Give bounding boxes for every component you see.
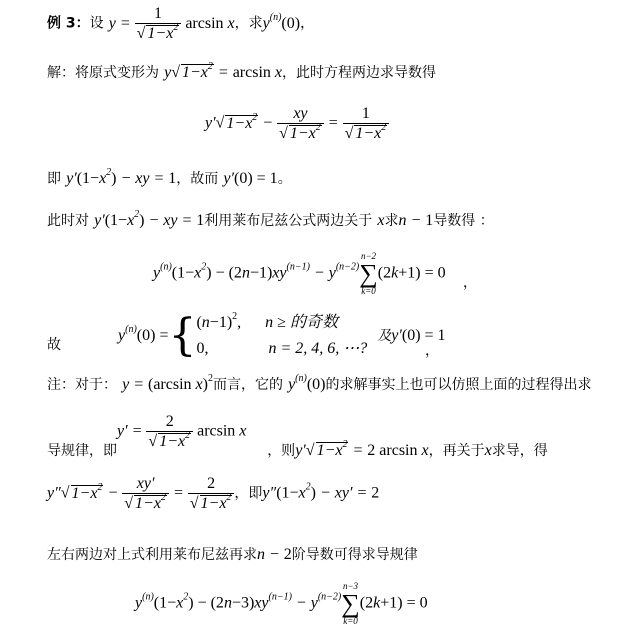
leibniz-line: 此时对 $y'(1-x^2)$ − xy = 1利用莱布尼兹公式两边关于 x求n − 1导数得 ： [47,209,494,229]
first-derivative-equation: y′√ $1-x^2$ − $\frac{xy}{√ 1-x^2}$ = $\frac{1}{√ 1-x^2}$ [205,106,389,142]
gu-label: 故 [47,337,61,353]
case-definition: $y^{(n)}(0)$ ={ $(n-1)^2$, n ≥ 的奇数 0, n = 2, 4, 6, ⋯? 及y′(0) = 1 [118,310,446,361]
example-text: 设 [89,15,104,32]
comma-2: ， [425,343,439,359]
note-formula: y = (arcsin x)$^2$ [122,373,213,393]
example-formula: y = $\frac{1}{√ 1-x^2}$ arcsin x [108,5,235,42]
leibniz-equation-1: $y^{(n)}(1-x^2) - (2n-1)xy^{(n-1)} - y^{(n-2)}$ n−2 ∑ k=0 (2k+1) = 0 [153,251,446,296]
simplified-equation: $y'(1-x^2)$ − xy = 1 [66,167,177,187]
case-even: n = 2, 4, 6, ⋯? [268,340,368,357]
comma-1: ， [463,275,477,291]
leibniz-equation-2: $y^{(n)}(1-x^2) - (2n-3)xy^{(n-1)} - y^{(n-2)}$ n−3 ∑ k=0 (2k+1) = 0 [135,581,428,626]
note-line: 注：对于： y = (arcsin x)$^2$而言，它的 $y^{(n)}(0)$的求解事实上也可以仿照上面的过程得出求 [47,373,592,393]
case-odd: n ≥ 的奇数 [265,314,338,331]
rule-equation: y′√ $1-x^2 = 2$ arcsin x [295,439,429,459]
nth-derivative-at-zero: $y^{(n)}(0)$ [262,11,301,32]
transformed-equation: y√ $1-x^2 = \arcsin x$ [164,61,282,81]
simplified-line: 即 $y'(1-x^2)$ − xy = 1，故而 y′(0) = 1。 [47,167,292,187]
final-rule-line: 左右两边对上式利用莱布尼兹再求n − 2阶导数可得求导规律 [47,546,418,563]
initial-value: y′(0) = 1 [223,170,278,187]
second-derivative-line: y″√ $1-x^2$ − $\frac{xy'}{√ 1-x^2}$ = $\frac{2}{√ 1-x^2}$ ，即$y''(1-x^2) - xy' = 2$ [47,475,380,512]
solution-label: 解：将原式变形为 [47,65,159,81]
example-line: 例 3：设 y = $\frac{1}{√ 1-x^2}$ arcsin x，求$y^{(n)}(0)$， [47,5,315,42]
rule-line: 导规律，即 ，则y′√ $1-x^2 = 2$ arcsin x，再关于x求导，得 [47,439,548,459]
example-label: 例 3： [47,15,90,32]
solution-line: 解：将原式变形为 y√ $1-x^2 = \arcsin x$，此时方程两边求导数得 [47,61,436,81]
derivative-definition: y′ = $\frac{2}{√ 1-x^2}$ arcsin x [117,413,247,450]
